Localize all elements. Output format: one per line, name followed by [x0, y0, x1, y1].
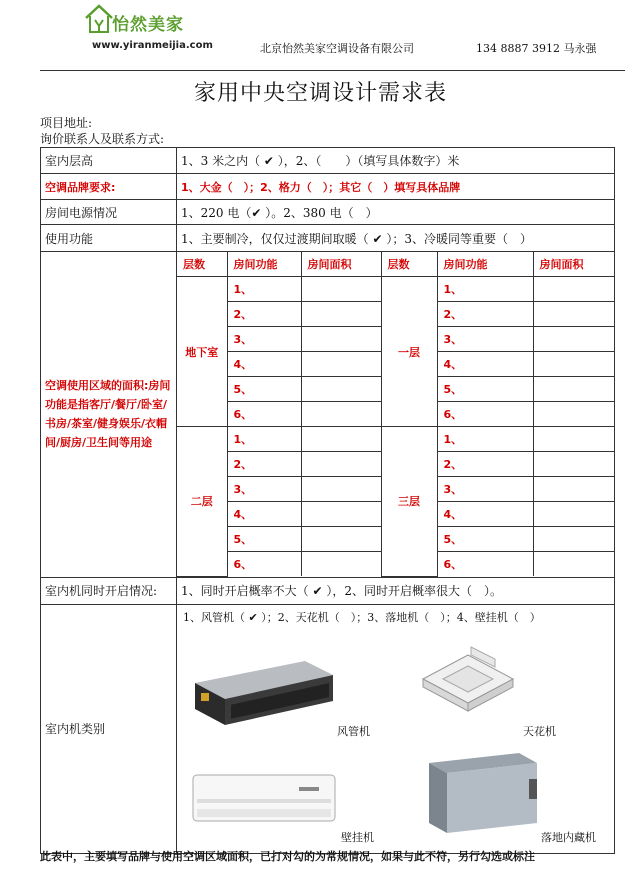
room-area-input[interactable]	[533, 452, 614, 477]
room-area-input[interactable]	[301, 352, 381, 377]
room-area-input[interactable]	[301, 377, 381, 402]
room-area-input[interactable]	[301, 402, 381, 427]
room-area-input[interactable]	[301, 527, 381, 552]
room-area-input[interactable]	[301, 277, 381, 302]
header-divider	[40, 70, 625, 71]
room-area-input[interactable]	[533, 477, 614, 502]
room-area-input[interactable]	[533, 352, 614, 377]
room-area-input[interactable]	[301, 327, 381, 352]
row-area	[41, 252, 615, 578]
power-value[interactable]: 1、220 电（✔ ）。2、380 电（ ）	[177, 200, 615, 225]
wall-unit-icon	[189, 769, 339, 829]
room-number: 2、	[437, 302, 533, 327]
room-area-input[interactable]	[301, 302, 381, 327]
room-number: 4、	[437, 502, 533, 527]
room-area-input[interactable]	[301, 502, 381, 527]
room-area-input[interactable]	[533, 402, 614, 427]
header-room-area-1: 房间面积	[301, 252, 381, 277]
contact-phone: 134 8887 3912 马永强	[476, 42, 597, 55]
room-number: 5、	[437, 527, 533, 552]
table-row	[177, 427, 614, 452]
room-area-input[interactable]	[301, 427, 381, 452]
room-number: 2、	[437, 452, 533, 477]
room-number: 3、	[227, 477, 301, 502]
room-number: 2、	[227, 452, 301, 477]
room-area-input[interactable]	[533, 552, 614, 577]
area-cell	[177, 252, 615, 578]
room-area-input[interactable]	[301, 552, 381, 577]
room-area-input[interactable]	[533, 277, 614, 302]
header-floor-1: 层数	[177, 252, 227, 277]
house-logo-icon	[84, 2, 114, 34]
logo	[84, 2, 213, 62]
floor-concealed-icon	[409, 749, 549, 839]
ducted-unit-icon	[185, 653, 335, 733]
header-floor-2: 层数	[381, 252, 437, 277]
room-number: 4、	[437, 352, 533, 377]
requirements-table	[40, 147, 615, 854]
height-label: 室内层高	[41, 148, 177, 174]
room-area-input[interactable]	[533, 302, 614, 327]
caption-ceiling: 天花机	[523, 724, 556, 738]
types-label: 室内机类别	[41, 604, 177, 853]
room-area-input[interactable]	[301, 477, 381, 502]
simultaneous-label: 室内机同时开启情况:	[41, 577, 177, 604]
room-number: 5、	[437, 377, 533, 402]
room-number: 3、	[437, 327, 533, 352]
types-cell	[177, 604, 615, 853]
area-table	[177, 252, 614, 577]
floor-second: 二层	[177, 427, 227, 577]
logo-text: 怡然美家	[112, 15, 184, 35]
function-value[interactable]: 1、主要制冷，仅仅过渡期间取暖（ ✔ ）；3、冷暖同等重要（ ）	[177, 225, 615, 252]
floor-basement: 地下室	[177, 277, 227, 427]
function-label: 使用功能	[41, 225, 177, 252]
power-label: 房间电源情况	[41, 200, 177, 225]
height-value[interactable]: 1、3 米之内（ ✔ ），2、（ ）（填写具体数字）米	[177, 148, 615, 174]
header-room-function-1: 房间功能	[227, 252, 301, 277]
room-number: 1、	[437, 277, 533, 302]
area-header-row	[177, 252, 614, 277]
header-room-area-2: 房间面积	[533, 252, 614, 277]
floor-first: 一层	[381, 277, 437, 427]
floor-third: 三层	[381, 427, 437, 577]
page-title: 家用中央空调设计需求表	[193, 81, 447, 106]
room-area-input[interactable]	[533, 427, 614, 452]
area-label: 空调使用区域的面积:房间功能是指客厅/餐厅/卧室/书房/茶室/健身娱乐/衣帽间/厨房/卫生间等用途	[41, 252, 177, 578]
brand-value[interactable]: 1、大金（ ）；2、格力（ ）；其它（ ）填写具体品牌	[177, 174, 615, 200]
room-area-input[interactable]	[533, 327, 614, 352]
footer-note: 此表中，主要填写品牌与使用空调区域面积，已打对勾的为常规情况，如果与此不符，另行勾选或标注	[40, 850, 535, 863]
room-number: 3、	[227, 327, 301, 352]
caption-ducted: 风管机	[337, 724, 370, 738]
room-number: 1、	[227, 427, 301, 452]
room-area-input[interactable]	[301, 452, 381, 477]
row-function	[41, 225, 615, 252]
room-number: 4、	[227, 352, 301, 377]
row-height	[41, 148, 615, 174]
row-power	[41, 200, 615, 225]
room-area-input[interactable]	[533, 377, 614, 402]
ceiling-cassette-icon	[413, 641, 523, 721]
caption-floor: 落地内藏机	[541, 830, 596, 844]
room-number: 6、	[227, 552, 301, 577]
room-number: 4、	[227, 502, 301, 527]
room-area-input[interactable]	[533, 502, 614, 527]
room-number: 1、	[227, 277, 301, 302]
page-header	[0, 0, 641, 72]
header-room-function-2: 房间功能	[437, 252, 533, 277]
company-name: 北京怡然美家空调设备有限公司	[260, 42, 414, 55]
room-number: 6、	[227, 402, 301, 427]
room-number: 1、	[437, 427, 533, 452]
table-row	[177, 277, 614, 302]
project-address-label: 项目地址:	[40, 116, 93, 130]
row-brand	[41, 174, 615, 200]
room-number: 5、	[227, 377, 301, 402]
room-number: 6、	[437, 552, 533, 577]
room-number: 5、	[227, 527, 301, 552]
caption-wall: 壁挂机	[341, 830, 374, 844]
types-value[interactable]: 1、风管机（ ✔ ）；2、天花机（ ）；3、落地机（ ）；4、壁挂机（ ）	[183, 610, 541, 624]
room-number: 3、	[437, 477, 533, 502]
room-area-input[interactable]	[533, 527, 614, 552]
room-number: 2、	[227, 302, 301, 327]
row-types	[41, 604, 615, 853]
room-number: 6、	[437, 402, 533, 427]
row-simultaneous	[41, 577, 615, 604]
contact-label: 询价联系人及联系方式:	[40, 132, 165, 146]
brand-label: 空调品牌要求:	[41, 174, 177, 200]
simultaneous-value[interactable]: 1、同时开启概率不大（ ✔ ），2、同时开启概率很大（ ）。	[177, 577, 615, 604]
logo-url: www.yiranmeijia.com	[92, 40, 213, 51]
